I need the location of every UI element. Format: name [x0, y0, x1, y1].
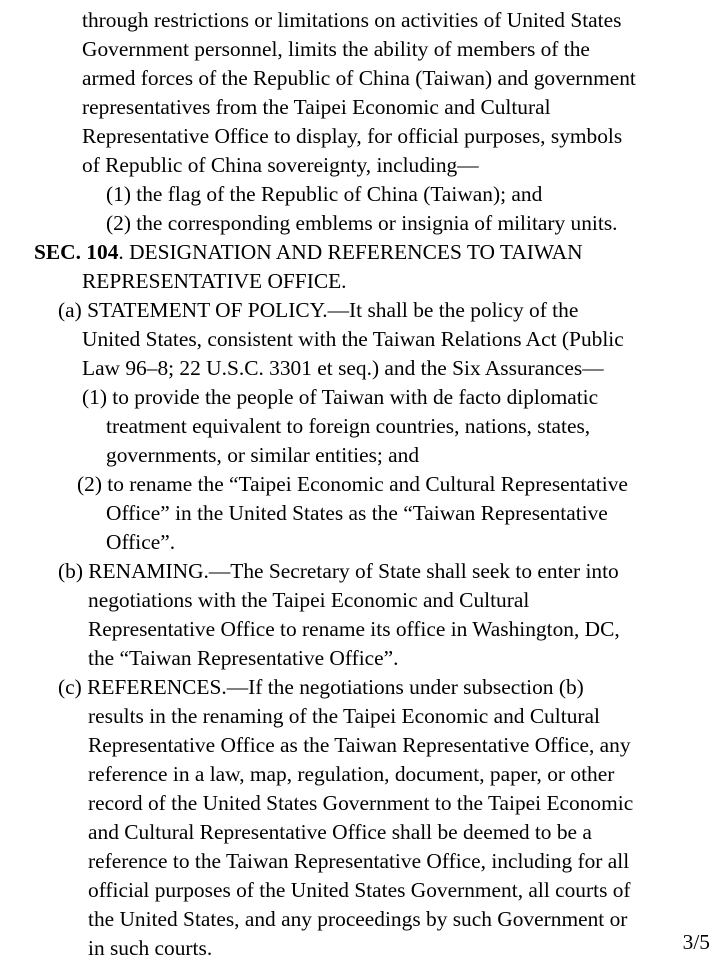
text-line: results in the renaming of the Taipei Economic and Cultural: [88, 704, 600, 728]
text-line: Representative Office to display, for official purposes, symbols: [82, 124, 623, 148]
text-line: Representative Office as the Taiwan Representative Office, any: [88, 733, 631, 757]
text-line: Office”.: [106, 530, 176, 554]
text-line: of Republic of China sovereignty, including—: [82, 153, 479, 177]
section-title-continued: REPRESENTATIVE OFFICE.: [82, 269, 347, 293]
text-line: record of the United States Government to the Taipei Economic: [88, 791, 634, 815]
text-line: in such courts.: [88, 936, 213, 960]
paragraph-1: (1) to provide the people of Taiwan with de facto diplomatic: [82, 385, 599, 409]
text-line: Government personnel, limits the ability of members of the: [82, 37, 590, 61]
text-line: United States, consistent with the Taiwan Relations Act (Public: [82, 327, 624, 351]
text-line: and Cultural Representative Office shall be deemed to be a: [88, 820, 592, 844]
text-line: negotiations with the Taipei Economic and Cultural: [88, 588, 530, 612]
text-line: reference to the Taiwan Representative Office, including for all: [88, 849, 630, 873]
text-line: (1) the flag of the Republic of China (Taiwan); and: [106, 182, 543, 206]
subsection-a-heading: (a) STATEMENT OF POLICY.—It shall be the policy of the: [58, 298, 579, 322]
text-line: representatives from the Taipei Economic and Cultural: [82, 95, 551, 119]
text-line: the United States, and any proceedings by such Government or: [88, 907, 628, 931]
text-line: official purposes of the United States Government, all courts of: [88, 878, 631, 902]
text-line: the “Taiwan Representative Office”.: [88, 646, 399, 670]
text-line: Office” in the United States as the “Taiwan Representative: [106, 501, 608, 525]
text-line: (2) the corresponding emblems or insignia of military units.: [106, 211, 618, 235]
paragraph-2: (2) to rename the “Taipei Economic and Cultural Representative: [77, 472, 628, 496]
text-line: Law 96–8; 22 U.S.C. 3301 et seq.) and the Six Assurances—: [82, 356, 604, 380]
text-line: armed forces of the Republic of China (Taiwan) and government: [82, 66, 636, 90]
document-page: [0, 6, 720, 963]
text-line: governments, or similar entities; and: [106, 443, 420, 467]
subsection-b-heading: (b) RENAMING.—The Secretary of State shall seek to enter into: [58, 559, 619, 583]
section-heading: [0, 238, 720, 267]
section-number: SEC. 104: [34, 240, 119, 264]
section-title: . DESIGNATION AND REFERENCES TO TAIWAN: [118, 240, 583, 264]
text-line: Representative Office to rename its office in Washington, DC,: [88, 617, 620, 641]
text-line: treatment equivalent to foreign countries, nations, states,: [106, 414, 591, 438]
page-number: 3/5: [682, 930, 710, 954]
text-line: reference in a law, map, regulation, document, paper, or other: [88, 762, 615, 786]
subsection-c-heading: (c) REFERENCES.—If the negotiations under subsection (b): [58, 675, 584, 699]
text-line: through restrictions or limitations on activities of United States: [82, 8, 622, 32]
